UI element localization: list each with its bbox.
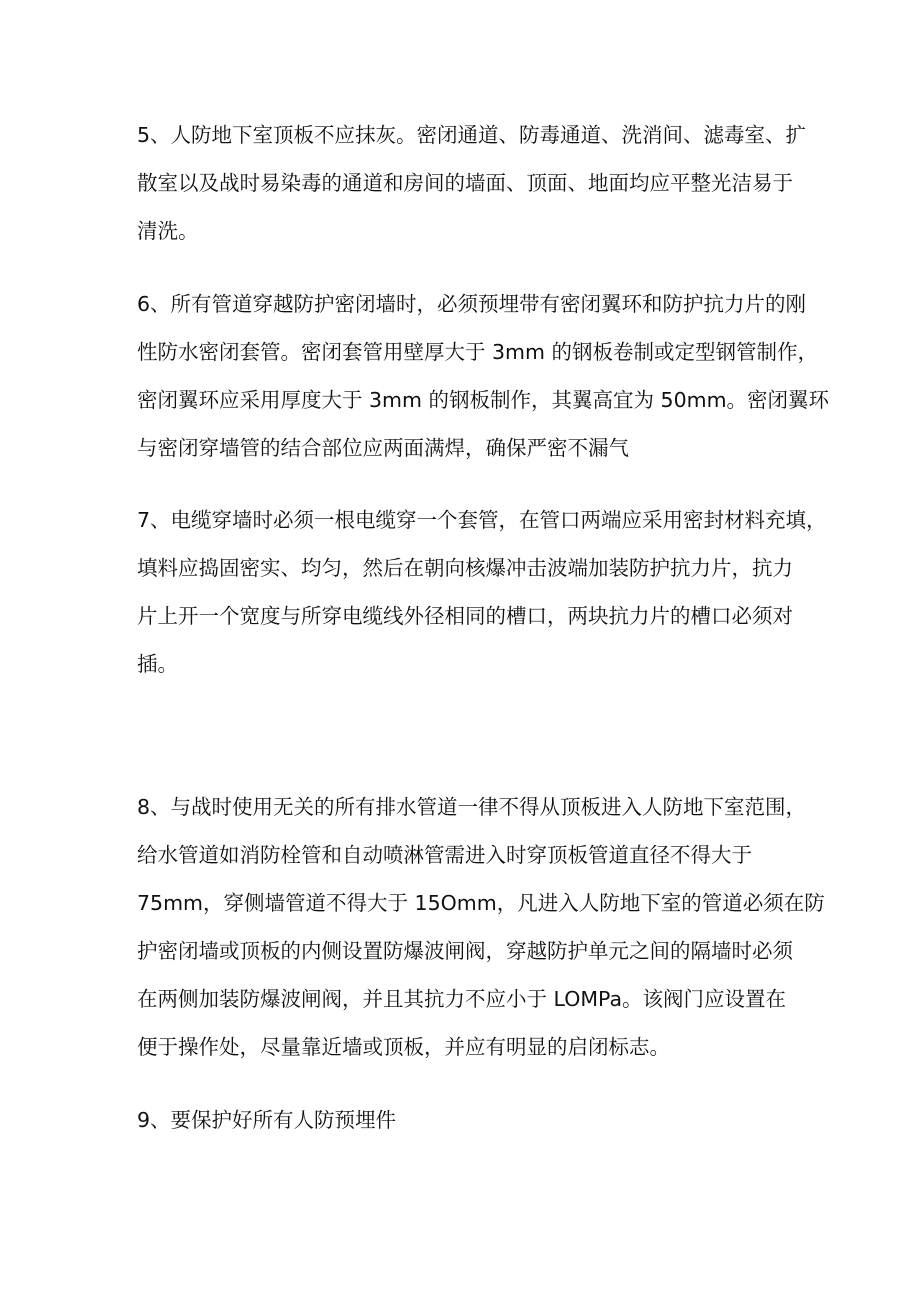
paragraph-7 xyxy=(137,496,827,688)
paragraph-line: 给水管道如消防栓管和自动喷淋管需进入时穿顶板管道直径不得大于 xyxy=(137,843,752,867)
paragraph-9 xyxy=(137,1096,787,1144)
paragraph-line: 插。 xyxy=(137,652,178,676)
paragraph-line: 填料应捣固密实、均匀，然后在朝向核爆冲击波端加装防护抗力片，抗力 xyxy=(137,556,793,580)
paragraph-line: 护密闭墙或顶板的内侧设置防爆波闸阀，穿越防护单元之间的隔墙时必须 xyxy=(137,939,793,963)
paragraph-line: 性防水密闭套管。密闭套管用壁厚大于 3mm 的钢板卷制或定型钢管制作， xyxy=(137,340,819,364)
paragraph-line: 密闭翼环应采用厚度大于 3mm 的钢板制作，其翼高宜为 50mm。密闭翼环 xyxy=(137,388,830,412)
paragraph-8 xyxy=(137,783,825,1071)
paragraph-line: 75mm，穿侧墙管道不得大于 15Omm，凡进入人防地下室的管道必须在防 xyxy=(137,891,825,915)
paragraph-5 xyxy=(137,111,807,255)
paragraph-line: 与密闭穿墙管的结合部位应两面满焊，确保严密不漏气 xyxy=(137,436,629,460)
paragraph-6 xyxy=(137,280,830,472)
paragraph-line: 5、人防地下室顶板不应抹灰。密闭通道、防毒通道、洗消间、滤毒室、扩 xyxy=(137,123,807,147)
paragraph-line: 6、所有管道穿越防护密闭墙时，必须预埋带有密闭翼环和防护抗力片的刚 xyxy=(137,292,807,316)
paragraph-line: 7、电缆穿墙时必须一根电缆穿一个套管，在管口两端应采用密封材料充填， xyxy=(137,508,827,532)
paragraph-line: 9、要保护好所有人防预埋件 xyxy=(137,1108,397,1132)
paragraph-line: 片上开一个宽度与所穿电缆线外径相同的槽口，两块抗力片的槽口必须对 xyxy=(137,604,793,628)
paragraph-line: 8、与战时使用无关的所有排水管道一律不得从顶板进入人防地下室范围， xyxy=(137,795,807,819)
paragraph-line: 散室以及战时易染毒的通道和房间的墙面、顶面、地面均应平整光洁易于 xyxy=(137,171,793,195)
paragraph-line: 清洗。 xyxy=(137,219,199,243)
paragraph-line: 在两侧加装防爆波闸阀，并且其抗力不应小于 LOMPa。该阀门应设置在 xyxy=(137,987,787,1011)
paragraph-line: 便于操作处，尽量靠近墙或顶板，并应有明显的启闭标志。 xyxy=(137,1035,670,1059)
